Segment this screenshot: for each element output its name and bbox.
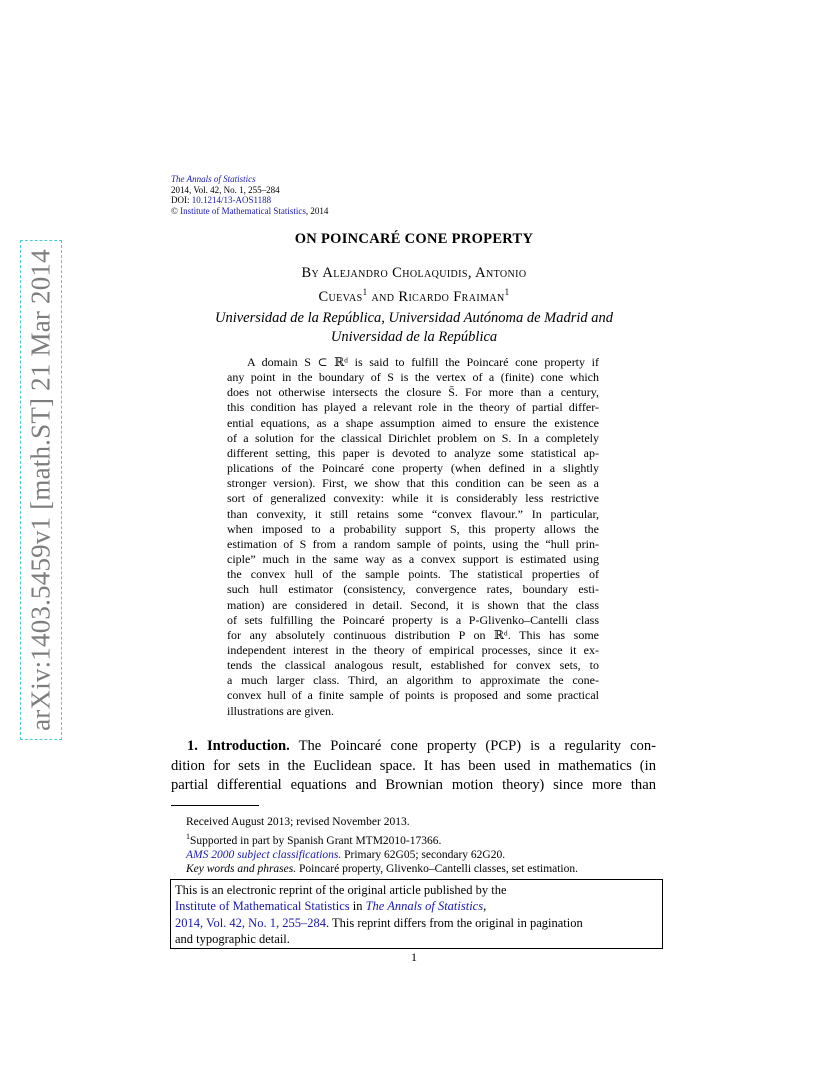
abstract-line: ential equations, as a shape assumption aimed to ensure the existence [227,415,599,430]
footnote-divider [171,805,259,806]
abstract-line: estimation of S from a random sample of points, using the “hull prin- [227,536,599,551]
abstract-line: ciple” much in the same way as a convex support is estimated using [227,552,599,567]
support-text: Supported in part by Spanish Grant MTM2010-17366. [190,834,442,847]
copyright-year: , 2014 [305,205,329,216]
abstract-line: such hull estimator (consistency, convergence rates, boundary esti- [227,582,599,597]
reprint-line-1: This is an electronic reprint of the original article published by the [175,883,507,897]
authors [0,264,828,307]
affiliation-line-1: Universidad de la República, Universidad Autónoma de Madrid and [214,310,614,326]
ams-classification [186,848,578,863]
intro-line-1 [171,737,656,757]
abstract-line: for any absolutely continuous distribution P on ℝᵈ. This has some [227,627,599,642]
abstract-line: independent interest in the theory of empirical processes, since it ex- [227,642,599,657]
abstract-line: plications of the Poincaré cone property (when defined in a slightly [227,461,599,476]
abstract-line: different setting, this paper is devoted to analyze some statistical ap- [227,445,599,460]
author-fraiman: and Ricardo Fraiman [367,288,505,305]
affiliation-line-2: Universidad de la República [330,329,498,345]
abstract [227,355,599,719]
ims-link[interactable]: Institute of Mathematical Statistics [175,899,350,914]
ams-link[interactable]: AMS 2000 subject classifications. [186,848,342,861]
authors-line-1: By Alejandro Cholaquidis, Antonio [301,265,527,281]
abstract-line: convex hull of a finite sample of points is proposed and some practical [227,688,599,703]
intro-line-1-text: The Poincaré cone property (PCP) is a regularity con- [289,738,656,754]
abstract-line: mation) are considered in detail. Second, it is shown that the class [227,597,599,612]
copyright-line [171,206,328,217]
page-number: 1 [411,950,417,964]
abstract-line: any point in the boundary of S is the vertex of a (finite) cone which [227,370,599,385]
copyright-icon: © [171,205,178,216]
keywords [186,862,578,877]
reprint-line-2 [175,898,658,914]
abstract-line: does not otherwise intersects the closure S̄. For more than a century, [227,385,599,400]
doi-line [171,195,328,206]
reprint-comma: , [483,899,487,914]
section-heading: 1. Introduction. [187,738,290,754]
footnote-number: 1 [186,831,190,841]
volume-link[interactable]: 2014, Vol. 42, No. 1, 255–284 [175,915,326,930]
doi-label: DOI: [171,195,192,205]
arxiv-id-text: arXiv:1403.5459v1 [math.ST] 21 Mar 2014 [25,249,56,731]
abstract-line: the convex hull of the sample points. The statistical properties of [227,567,599,582]
journal-volume: 2014, Vol. 42, No. 1, 255–284 [171,184,280,195]
abstract-line: stronger version). First, we show that this condition can be seen as a [227,476,599,491]
intro-line-2: dition for sets in the Euclidean space. It has been used in mathematics (in [171,757,656,774]
publisher-link[interactable]: Institute of Mathematical Statistics [180,205,306,216]
ams-codes: Primary 62G05; secondary 62G20. [341,848,506,861]
reprint-in: in [349,899,366,914]
journal-name-link[interactable]: The Annals of Statistics [171,174,256,184]
footnote-marker: 1 [504,287,510,297]
reprint-notice [170,879,663,949]
introduction-section [171,737,656,796]
author-cuevas: Cuevas [318,288,363,305]
keywords-text: Poincaré property, Glivenko–Cantelli classes, set estimation. [296,863,579,876]
intro-line-3: partial differential equations and Brownian motion theory) since more than [171,777,656,793]
abstract-line: a much larger class. Third, an algorithm to approximate the cone- [227,673,599,688]
abstract-line: illustrations are given. [227,703,334,718]
paper-title: ON POINCARÉ CONE PROPERTY [294,231,534,247]
abstract-line: A domain S ⊂ ℝᵈ is said to fulfill the Poincaré cone property if [247,355,599,369]
journal-header [171,174,328,216]
footnotes [186,815,578,877]
doi-link[interactable]: 10.1214/13-AOS1188 [191,195,272,205]
abstract-line: tends the classical analogous result, established for convex sets, to [227,658,599,673]
received-note: Received August 2013; revised November 2013. [186,816,410,828]
reprint-line-3 [175,915,658,931]
abstract-line: this condition has played a relevant role in the theory of partial differ- [227,400,599,415]
support-note [186,830,578,848]
abstract-line: of sets fulfilling the Poincaré property is a P-Glivenko–Cantelli class [227,612,599,627]
reprint-differs: . This reprint differs from the original in pagination [325,915,583,930]
abstract-line: of a solution for the classical Dirichlet problem on S. In a completely [227,430,599,445]
journal-link[interactable]: The Annals of Statistics [365,899,484,914]
reprint-line-4: and typographic detail. [175,931,290,946]
affiliations [0,309,828,347]
abstract-line: sort of generalized convexity: while it is considerably less restrictive [227,491,599,506]
abstract-line: than convexity, it still retains some “convex flavour.” In particular, [227,506,599,521]
keywords-label: Key words and phrases. [186,863,297,876]
footnote-marker: 1 [362,287,368,297]
authors-line-2 [0,283,828,307]
abstract-line: when imposed to a probability support S, this property allows the [227,521,599,536]
